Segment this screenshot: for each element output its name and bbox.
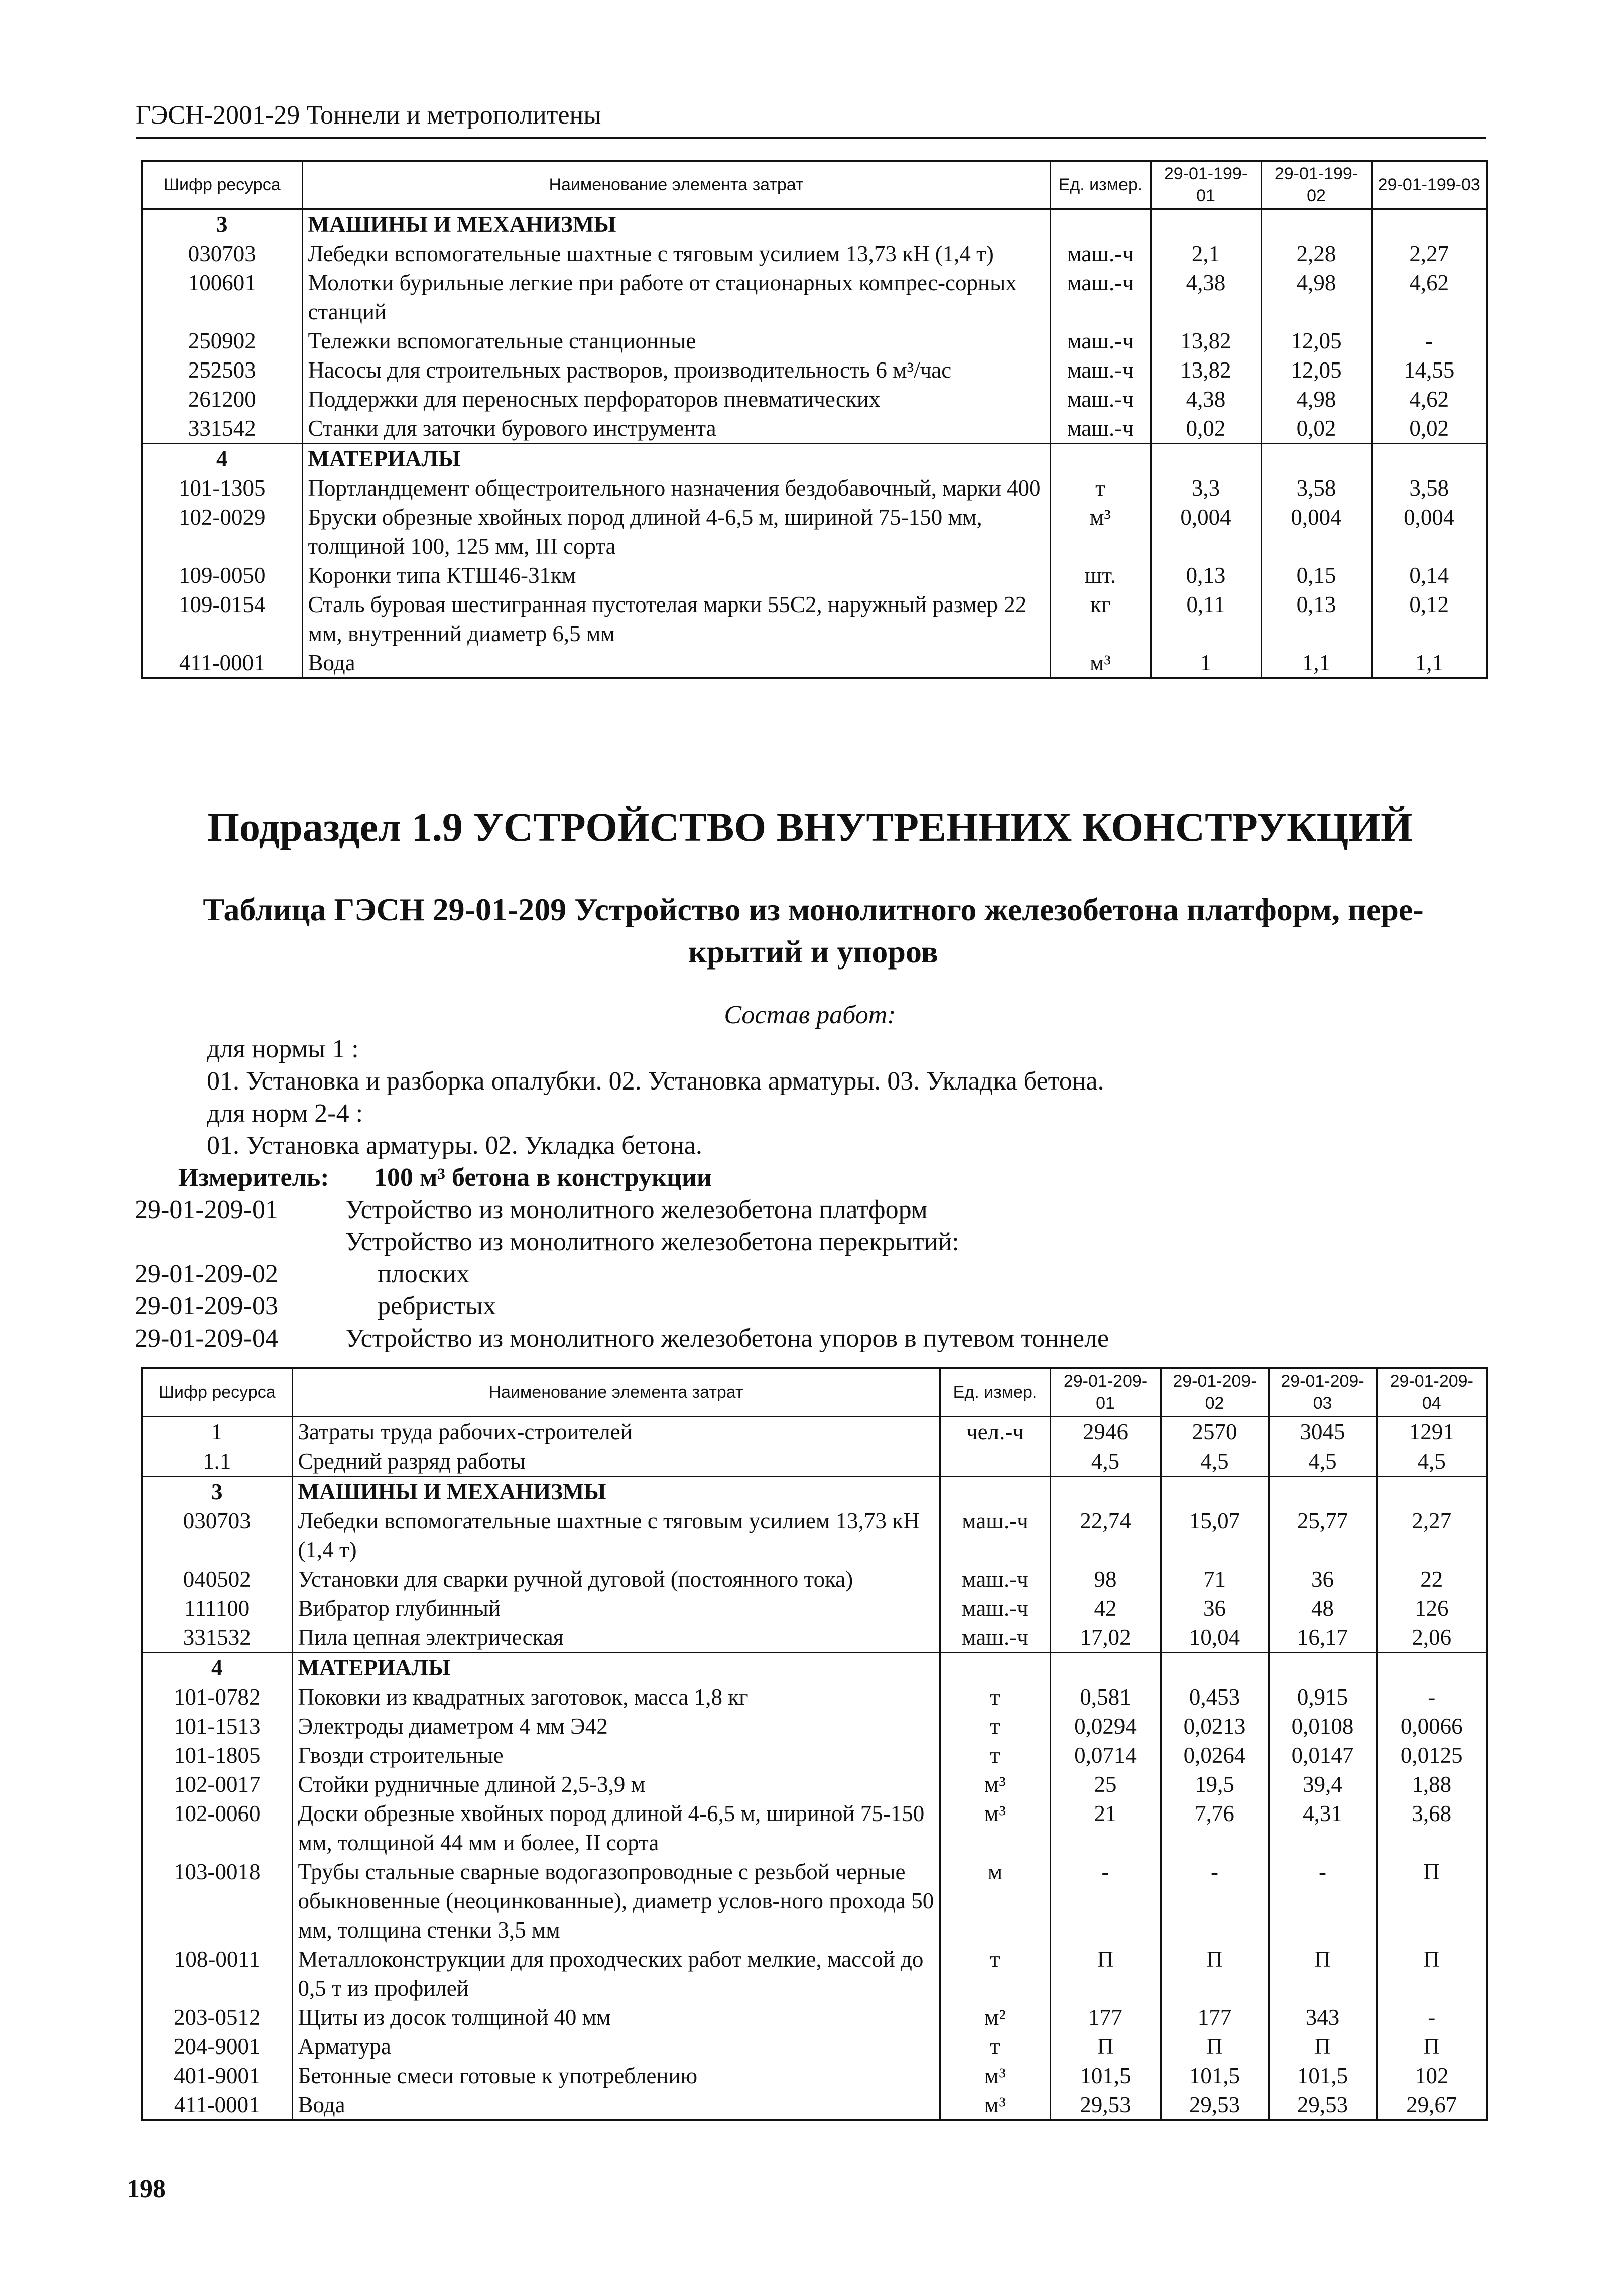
resource-value: 3,3: [1151, 473, 1261, 503]
resource-value: 343: [1269, 2003, 1377, 2032]
resource-name: Лебедки вспомогательные шахтные с тяговым усилием 13,73 кН (1,4 т): [302, 239, 1050, 268]
col-header-unit: Ед. измер.: [940, 1368, 1050, 1416]
table-row: [142, 355, 1487, 385]
resource-value: 29,67: [1377, 2090, 1487, 2120]
resource-code: 109-0050: [142, 561, 302, 590]
resource-unit: т: [940, 1945, 1050, 2003]
empty-cell: [1151, 209, 1261, 239]
table-row: [142, 2003, 1487, 2032]
col-header-norm: 29-01-209-04: [1377, 1368, 1487, 1416]
running-header: ГЭСН-2001-29 Тоннели и метрополитены: [136, 101, 601, 130]
resource-name: Коронки типа КТШ46-31км: [302, 561, 1050, 590]
resource-code: 250902: [142, 326, 302, 355]
norm2-text: 01. Установка арматуры. 02. Укладка бетона.: [207, 1131, 702, 1160]
empty-cell: [1161, 1476, 1269, 1506]
empty-cell: [1269, 1476, 1377, 1506]
resource-name: Металлоконструкции для проходческих работ мелкие, массой до 0,5 т из профилей: [292, 1945, 940, 2003]
resource-code: 1: [142, 1416, 292, 1446]
resource-value: П: [1269, 1945, 1377, 2003]
resource-unit: м²: [940, 2003, 1050, 2032]
resource-unit: м³: [940, 1799, 1050, 1857]
resource-name: Бруски обрезные хвойных пород длиной 4-6,5 м, шириной 75-150 мм, толщиной 100, 125 мм, III сорта: [302, 503, 1050, 561]
resource-value: 0,02: [1151, 414, 1261, 444]
resource-name: Бетонные смеси готовые к употреблению: [292, 2061, 940, 2090]
resource-value: 0,11: [1151, 590, 1261, 648]
resource-value: 4,5: [1161, 1446, 1269, 1477]
col-header-norm: 29-01-209-03: [1269, 1368, 1377, 1416]
table-row: [142, 2090, 1487, 2120]
resource-value: 29,53: [1269, 2090, 1377, 2120]
norm-description: ребристых: [378, 1292, 496, 1320]
measure-value: 100 м³ бетона в конструкции: [374, 1163, 712, 1192]
resource-value: 0,02: [1261, 414, 1372, 444]
resource-unit: м³: [1050, 648, 1151, 678]
resource-value: 21: [1050, 1799, 1161, 1857]
section-title: МАТЕРИАЛЫ: [292, 1652, 940, 1682]
empty-cell: [940, 1476, 1050, 1506]
table-row: [142, 1682, 1487, 1712]
resource-code: 411-0001: [142, 648, 302, 678]
resource-value: -: [1377, 2003, 1487, 2032]
norm2-label: для норм 2-4 :: [207, 1099, 363, 1128]
resource-name: Гвозди строительные: [292, 1741, 940, 1770]
section-title: МАШИНЫ И МЕХАНИЗМЫ: [302, 209, 1050, 239]
resource-code: 102-0060: [142, 1799, 292, 1857]
resource-value: 22: [1377, 1564, 1487, 1594]
resource-unit: м³: [940, 2061, 1050, 2090]
resource-unit: маш.-ч: [940, 1506, 1050, 1564]
resource-value: 71: [1161, 1564, 1269, 1594]
col-header-unit: Ед. измер.: [1050, 161, 1151, 209]
resource-value: 4,62: [1372, 385, 1487, 414]
resource-value: 17,02: [1050, 1623, 1161, 1653]
resource-unit: м³: [940, 1770, 1050, 1799]
resource-value: 36: [1161, 1594, 1269, 1623]
resource-table-199: [141, 160, 1488, 679]
resource-unit: маш.-ч: [940, 1594, 1050, 1623]
resource-unit: маш.-ч: [940, 1564, 1050, 1594]
resource-value: 7,76: [1161, 1799, 1269, 1857]
resource-value: 2946: [1050, 1416, 1161, 1446]
subsection-title: Подраздел 1.9 УСТРОЙСТВО ВНУТРЕННИХ КОНСТРУКЦИЙ: [207, 804, 1413, 850]
resource-value: 0,0125: [1377, 1741, 1487, 1770]
resource-value: 4,5: [1377, 1446, 1487, 1477]
section-row: [142, 1652, 1487, 1682]
resource-value: 0,0264: [1161, 1741, 1269, 1770]
resource-code: 111100: [142, 1594, 292, 1623]
resource-name: Пила цепная электрическая: [292, 1623, 940, 1653]
resource-value: 19,5: [1161, 1770, 1269, 1799]
resource-code: 102-0029: [142, 503, 302, 561]
resource-value: П: [1161, 1945, 1269, 2003]
resource-value: П: [1161, 2032, 1269, 2061]
table-row: [142, 268, 1487, 326]
resource-code: 1.1: [142, 1446, 292, 1477]
resource-value: 4,5: [1050, 1446, 1161, 1477]
resource-value: -: [1269, 1857, 1377, 1945]
resource-value: 0,0294: [1050, 1712, 1161, 1741]
resource-unit: т: [940, 1712, 1050, 1741]
resource-value: 4,98: [1261, 268, 1372, 326]
resource-code: 261200: [142, 385, 302, 414]
resource-name: Сталь буровая шестигранная пустотелая марки 55С2, наружный размер 22 мм, внутренний диаметр 6,5 мм: [302, 590, 1050, 648]
table-row: [142, 2032, 1487, 2061]
resource-value: -: [1372, 326, 1487, 355]
resource-code: 040502: [142, 1564, 292, 1594]
resource-value: П: [1050, 2032, 1161, 2061]
resource-code: 101-1805: [142, 1741, 292, 1770]
resource-value: 0,14: [1372, 561, 1487, 590]
resource-name: Трубы стальные сварные водогазопроводные с резьбой черные обыкновенные (неоцинкованные), диаметр услов-ного прохода 50 мм, толщина стенки 3,5 мм: [292, 1857, 940, 1945]
resource-code: 411-0001: [142, 2090, 292, 2120]
resource-name: Доски обрезные хвойных пород длиной 4-6,5 м, шириной 75-150 мм, толщиной 44 мм и более, II сорта: [292, 1799, 940, 1857]
section-row: [142, 443, 1487, 473]
resource-unit: т: [1050, 473, 1151, 503]
resource-name: Молотки бурильные легкие при работе от стационарных компрес-сорных станций: [302, 268, 1050, 326]
resource-value: -: [1050, 1857, 1161, 1945]
resource-value: 39,4: [1269, 1770, 1377, 1799]
resource-code: 101-1305: [142, 473, 302, 503]
col-header-norm: 29-01-209-02: [1161, 1368, 1269, 1416]
resource-unit: чел.-ч: [940, 1416, 1050, 1446]
table-row: [142, 1416, 1487, 1446]
empty-cell: [940, 1652, 1050, 1682]
resource-value: 2,27: [1377, 1506, 1487, 1564]
resource-value: 0,581: [1050, 1682, 1161, 1712]
resource-value: 4,98: [1261, 385, 1372, 414]
col-header-code: Шифр ресурса: [142, 161, 302, 209]
empty-cell: [1050, 443, 1151, 473]
resource-code: 203-0512: [142, 2003, 292, 2032]
resource-unit: м³: [940, 2090, 1050, 2120]
table-row: [142, 1770, 1487, 1799]
resource-value: 1,88: [1377, 1770, 1487, 1799]
resource-value: 0,004: [1372, 503, 1487, 561]
resource-value: 29,53: [1050, 2090, 1161, 2120]
norm-code: 29-01-209-04: [135, 1324, 278, 1353]
resource-code: 103-0018: [142, 1857, 292, 1945]
resource-name: Установки для сварки ручной дуговой (постоянного тока): [292, 1564, 940, 1594]
resource-name: Станки для заточки бурового инструмента: [302, 414, 1050, 444]
empty-cell: [1269, 1652, 1377, 1682]
norm-description: плоских: [378, 1260, 470, 1288]
resource-value: 1291: [1377, 1416, 1487, 1446]
resource-code: 030703: [142, 239, 302, 268]
resource-unit: м³: [1050, 503, 1151, 561]
resource-code: 101-1513: [142, 1712, 292, 1741]
resource-name: Портландцемент общестроительного назначения бездобавочный, марки 400: [302, 473, 1050, 503]
resource-unit: кг: [1050, 590, 1151, 648]
resource-value: П: [1050, 1945, 1161, 2003]
resource-name: Затраты труда рабочих-строителей: [292, 1416, 940, 1446]
resource-code: 108-0011: [142, 1945, 292, 2003]
norm-description: Устройство из монолитного железобетона перекрытий:: [345, 1228, 959, 1256]
section-code: 3: [142, 209, 302, 239]
resource-unit: маш.-ч: [940, 1623, 1050, 1653]
measure-label: Измеритель:: [178, 1163, 329, 1192]
resource-name: Арматура: [292, 2032, 940, 2061]
resource-code: 030703: [142, 1506, 292, 1564]
norm1-label: для нормы 1 :: [207, 1035, 359, 1063]
empty-cell: [1372, 209, 1487, 239]
resource-value: 177: [1161, 2003, 1269, 2032]
table-row: [142, 503, 1487, 561]
norm-code: 29-01-209-02: [135, 1260, 278, 1288]
resource-value: 0,02: [1372, 414, 1487, 444]
table-row: [142, 1446, 1487, 1477]
resource-name: Щиты из досок толщиной 40 мм: [292, 2003, 940, 2032]
table-row: [142, 1564, 1487, 1594]
resource-value: 126: [1377, 1594, 1487, 1623]
resource-value: П: [1377, 2032, 1487, 2061]
resource-value: 0,15: [1261, 561, 1372, 590]
resource-value: 2,27: [1372, 239, 1487, 268]
resource-unit: маш.-ч: [1050, 385, 1151, 414]
resource-code: 102-0017: [142, 1770, 292, 1799]
resource-value: 42: [1050, 1594, 1161, 1623]
resource-value: 3,68: [1377, 1799, 1487, 1857]
resource-value: 15,07: [1161, 1506, 1269, 1564]
resource-value: 0,915: [1269, 1682, 1377, 1712]
section-code: 4: [142, 1652, 292, 1682]
resource-name: Стойки рудничные длиной 2,5-3,9 м: [292, 1770, 940, 1799]
resource-code: 101-0782: [142, 1682, 292, 1712]
section-row: [142, 1476, 1487, 1506]
resource-name: Поддержки для переносных перфораторов пневматических: [302, 385, 1050, 414]
table-row: [142, 1712, 1487, 1741]
resource-value: 0,0108: [1269, 1712, 1377, 1741]
resource-unit: шт.: [1050, 561, 1151, 590]
resource-value: 48: [1269, 1594, 1377, 1623]
section-code: 3: [142, 1476, 292, 1506]
col-header-norm: 29-01-209-01: [1050, 1368, 1161, 1416]
empty-cell: [1261, 209, 1372, 239]
resource-code: 100601: [142, 268, 302, 326]
table-row: [142, 1741, 1487, 1770]
resource-value: 12,05: [1261, 355, 1372, 385]
table-row: [142, 1799, 1487, 1857]
resource-code: 204-9001: [142, 2032, 292, 2061]
resource-value: 4,31: [1269, 1799, 1377, 1857]
empty-cell: [1372, 443, 1487, 473]
resource-value: 4,38: [1151, 385, 1261, 414]
resource-value: 1,1: [1372, 648, 1487, 678]
resource-code: 252503: [142, 355, 302, 385]
resource-value: 1,1: [1261, 648, 1372, 678]
resource-value: 25,77: [1269, 1506, 1377, 1564]
resource-value: 0,453: [1161, 1682, 1269, 1712]
table-row: [142, 239, 1487, 268]
resource-value: 2,28: [1261, 239, 1372, 268]
resource-value: 25: [1050, 1770, 1161, 1799]
table-row: [142, 1945, 1487, 2003]
resource-unit: т: [940, 1741, 1050, 1770]
resource-value: 36: [1269, 1564, 1377, 1594]
resource-value: П: [1377, 1945, 1487, 2003]
empty-cell: [1050, 1476, 1161, 1506]
resource-value: П: [1377, 1857, 1487, 1945]
resource-value: 22,74: [1050, 1506, 1161, 1564]
resource-name: Вода: [292, 2090, 940, 2120]
table-row: [142, 1594, 1487, 1623]
table-row: [142, 473, 1487, 503]
resource-value: 2,1: [1151, 239, 1261, 268]
resource-name: Насосы для строительных растворов, производительность 6 м³/час: [302, 355, 1050, 385]
section-title: МАТЕРИАЛЫ: [302, 443, 1050, 473]
composition-heading: Состав работ:: [724, 1001, 896, 1029]
resource-name: Вода: [302, 648, 1050, 678]
col-header-name: Наименование элемента затрат: [302, 161, 1050, 209]
resource-unit: маш.-ч: [1050, 414, 1151, 444]
table-row: [142, 1623, 1487, 1653]
resource-value: 4,38: [1151, 268, 1261, 326]
table-row: [142, 326, 1487, 355]
resource-value: 0,004: [1261, 503, 1372, 561]
resource-code: 109-0154: [142, 590, 302, 648]
resource-unit: маш.-ч: [1050, 239, 1151, 268]
resource-value: 0,0147: [1269, 1741, 1377, 1770]
resource-unit: м: [940, 1857, 1050, 1945]
resource-value: 29,53: [1161, 2090, 1269, 2120]
table-row: [142, 414, 1487, 444]
resource-value: 0,0213: [1161, 1712, 1269, 1741]
resource-value: 98: [1050, 1564, 1161, 1594]
col-header-name: Наименование элемента затрат: [292, 1368, 940, 1416]
col-header-norm: 29-01-199-01: [1151, 161, 1261, 209]
resource-value: 101,5: [1050, 2061, 1161, 2090]
table-row: [142, 1857, 1487, 1945]
resource-value: 0,004: [1151, 503, 1261, 561]
resource-value: 12,05: [1261, 326, 1372, 355]
resource-value: 177: [1050, 2003, 1161, 2032]
resource-value: 3,58: [1261, 473, 1372, 503]
table-row: [142, 2061, 1487, 2090]
header-rule: [136, 137, 1486, 139]
resource-value: 13,82: [1151, 326, 1261, 355]
table-row: [142, 590, 1487, 648]
table-title: Таблица ГЭСН 29-01-209 Устройство из монолитного железобетона платформ, пере-крытий и упоров: [203, 892, 1424, 970]
resource-unit: [940, 1446, 1050, 1477]
resource-value: 16,17: [1269, 1623, 1377, 1653]
resource-value: 0,12: [1372, 590, 1487, 648]
table-row: [142, 648, 1487, 678]
section-code: 4: [142, 443, 302, 473]
resource-value: 3,58: [1372, 473, 1487, 503]
norm-code: 29-01-209-01: [135, 1195, 278, 1224]
empty-cell: [1050, 209, 1151, 239]
empty-cell: [1377, 1476, 1487, 1506]
empty-cell: [1261, 443, 1372, 473]
resource-value: 0,0714: [1050, 1741, 1161, 1770]
resource-name: Лебедки вспомогательные шахтные с тяговым усилием 13,73 кН (1,4 т): [292, 1506, 940, 1564]
col-header-norm: 29-01-199-02: [1261, 161, 1372, 209]
resource-value: 2,06: [1377, 1623, 1487, 1653]
empty-cell: [1050, 1652, 1161, 1682]
resource-name: Поковки из квадратных заготовок, масса 1,8 кг: [292, 1682, 940, 1712]
resource-table-209: [141, 1367, 1488, 2121]
resource-unit: т: [940, 1682, 1050, 1712]
resource-value: 0,13: [1261, 590, 1372, 648]
resource-value: 3045: [1269, 1416, 1377, 1446]
resource-value: -: [1161, 1857, 1269, 1945]
empty-cell: [1151, 443, 1261, 473]
col-header-norm: 29-01-199-03: [1372, 161, 1487, 209]
resource-unit: маш.-ч: [1050, 268, 1151, 326]
norm-description: Устройство из монолитного железобетона упоров в путевом тоннеле: [345, 1324, 1109, 1353]
resource-code: 401-9001: [142, 2061, 292, 2090]
table-row: [142, 1506, 1487, 1564]
resource-code: 331532: [142, 1623, 292, 1653]
resource-value: 1: [1151, 648, 1261, 678]
page-number: 198: [127, 2174, 166, 2203]
resource-unit: маш.-ч: [1050, 326, 1151, 355]
section-title: МАШИНЫ И МЕХАНИЗМЫ: [292, 1476, 940, 1506]
resource-name: Вибратор глубинный: [292, 1594, 940, 1623]
resource-value: 13,82: [1151, 355, 1261, 385]
resource-value: 10,04: [1161, 1623, 1269, 1653]
resource-name: Тележки вспомогательные станционные: [302, 326, 1050, 355]
table-row: [142, 561, 1487, 590]
resource-name: Средний разряд работы: [292, 1446, 940, 1477]
resource-name: Электроды диаметром 4 мм Э42: [292, 1712, 940, 1741]
resource-value: 102: [1377, 2061, 1487, 2090]
resource-code: 331542: [142, 414, 302, 444]
norm-description: Устройство из монолитного железобетона платформ: [345, 1195, 928, 1224]
resource-value: 4,62: [1372, 268, 1487, 326]
table-row: [142, 385, 1487, 414]
resource-value: 0,13: [1151, 561, 1261, 590]
resource-unit: т: [940, 2032, 1050, 2061]
section-row: [142, 209, 1487, 239]
resource-unit: маш.-ч: [1050, 355, 1151, 385]
resource-value: 4,5: [1269, 1446, 1377, 1477]
resource-value: 14,55: [1372, 355, 1487, 385]
resource-value: -: [1377, 1682, 1487, 1712]
norm-code: 29-01-209-03: [135, 1292, 278, 1320]
norm1-text: 01. Установка и разборка опалубки. 02. Установка арматуры. 03. Укладка бетона.: [207, 1067, 1104, 1096]
resource-value: 101,5: [1269, 2061, 1377, 2090]
empty-cell: [1377, 1652, 1487, 1682]
empty-cell: [1161, 1652, 1269, 1682]
resource-value: 0,0066: [1377, 1712, 1487, 1741]
col-header-code: Шифр ресурса: [142, 1368, 292, 1416]
resource-value: П: [1269, 2032, 1377, 2061]
resource-value: 101,5: [1161, 2061, 1269, 2090]
resource-value: 2570: [1161, 1416, 1269, 1446]
